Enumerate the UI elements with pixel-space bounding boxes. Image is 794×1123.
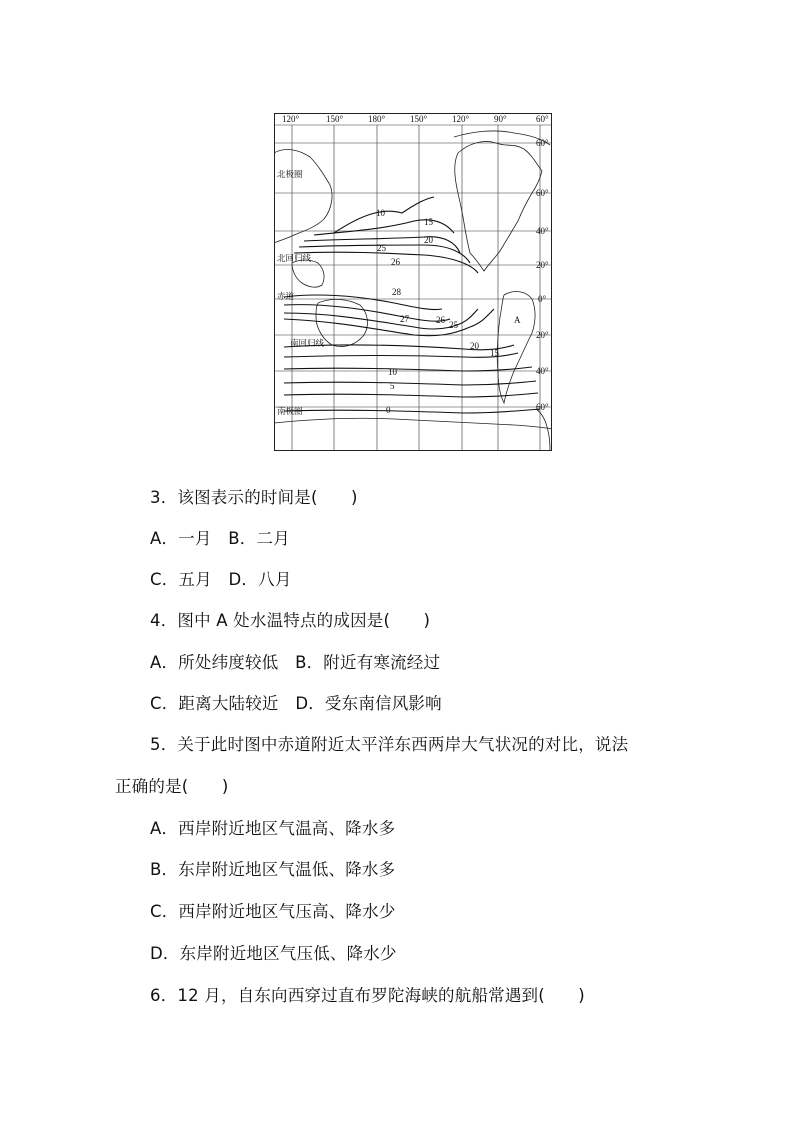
zone-label-arctic-circle: 北极圈 — [277, 170, 303, 180]
zone-label-tropic-of-cancer: 北回归线 — [277, 254, 312, 264]
isotherm-label: 5 — [390, 381, 395, 391]
question-3-options-line-2: C．五月 D．八月 — [150, 570, 292, 589]
lat-label: 40° — [536, 366, 549, 376]
lon-label: 150° — [410, 114, 428, 124]
question-5-option-b: B．东岸附近地区气温低、降水多 — [150, 860, 396, 879]
isotherm-label: 25 — [377, 243, 386, 253]
question-5-stem-line-1: 5．关于此时图中赤道附近太平洋东西两岸大气状况的对比，说法 — [150, 735, 629, 754]
isotherm-label: 20 — [470, 341, 479, 351]
question-5-option-d: D．东岸附近地区气压低、降水少 — [150, 944, 397, 963]
lat-label: 20° — [536, 330, 549, 340]
isotherm-label: 25 — [449, 320, 458, 330]
isotherm-label: 15 — [424, 217, 433, 227]
lat-label: 40° — [536, 226, 549, 236]
zone-label-equator: 赤道 — [277, 292, 295, 302]
lat-label: 0° — [538, 294, 547, 304]
isotherm-label: 26 — [391, 257, 400, 267]
lon-label: 150° — [326, 114, 344, 124]
lon-label: 180° — [368, 114, 386, 124]
zone-label-antarctic-circle: 南极圈 — [277, 407, 303, 417]
isotherm-label: 28 — [392, 287, 401, 297]
isotherm-label: 27 — [400, 314, 409, 324]
lon-label: 120° — [282, 114, 300, 124]
question-3-options-line-1: A．一月 B．二月 — [150, 529, 290, 548]
isotherm-label: 10 — [376, 208, 385, 218]
question-4-options-line-1: A．所处纬度较低 B．附近有寒流经过 — [150, 653, 441, 672]
question-5-option-a: A．西岸附近地区气温高、降水多 — [150, 819, 396, 838]
lat-label: 20° — [536, 260, 549, 270]
question-5-stem-line-2: 正确的是( ) — [115, 777, 229, 796]
isotherm-label: 26 — [436, 315, 445, 325]
lat-label: 60° — [536, 402, 549, 412]
isotherm-label: 15 — [490, 348, 499, 358]
question-3-stem: 3．该图表示的时间是( ) — [150, 488, 358, 507]
isotherm-label: 0 — [386, 405, 391, 415]
question-4-stem: 4．图中 A 处水温特点的成因是( ) — [150, 611, 431, 630]
isotherm-label: 20 — [424, 235, 433, 245]
lon-label: 60° — [536, 114, 549, 124]
isotherm-map — [274, 113, 552, 451]
question-6-stem: 6．12 月，自东向西穿过直布罗陀海峡的航船常遇到( ) — [150, 986, 585, 1005]
lon-label: 90° — [494, 114, 507, 124]
lat-label: 60° — [536, 188, 549, 198]
point-a-label: A — [514, 315, 521, 325]
question-5-option-c: C．西岸附近地区气压高、降水少 — [150, 902, 396, 921]
question-4-options-line-2: C．距离大陆较近 D．受东南信风影响 — [150, 694, 442, 713]
lat-label: 60° — [536, 138, 549, 148]
zone-label-tropic-of-capricorn: 南回归线 — [290, 339, 325, 349]
isotherm-label: 10 — [388, 367, 397, 377]
lon-label: 120° — [452, 114, 470, 124]
